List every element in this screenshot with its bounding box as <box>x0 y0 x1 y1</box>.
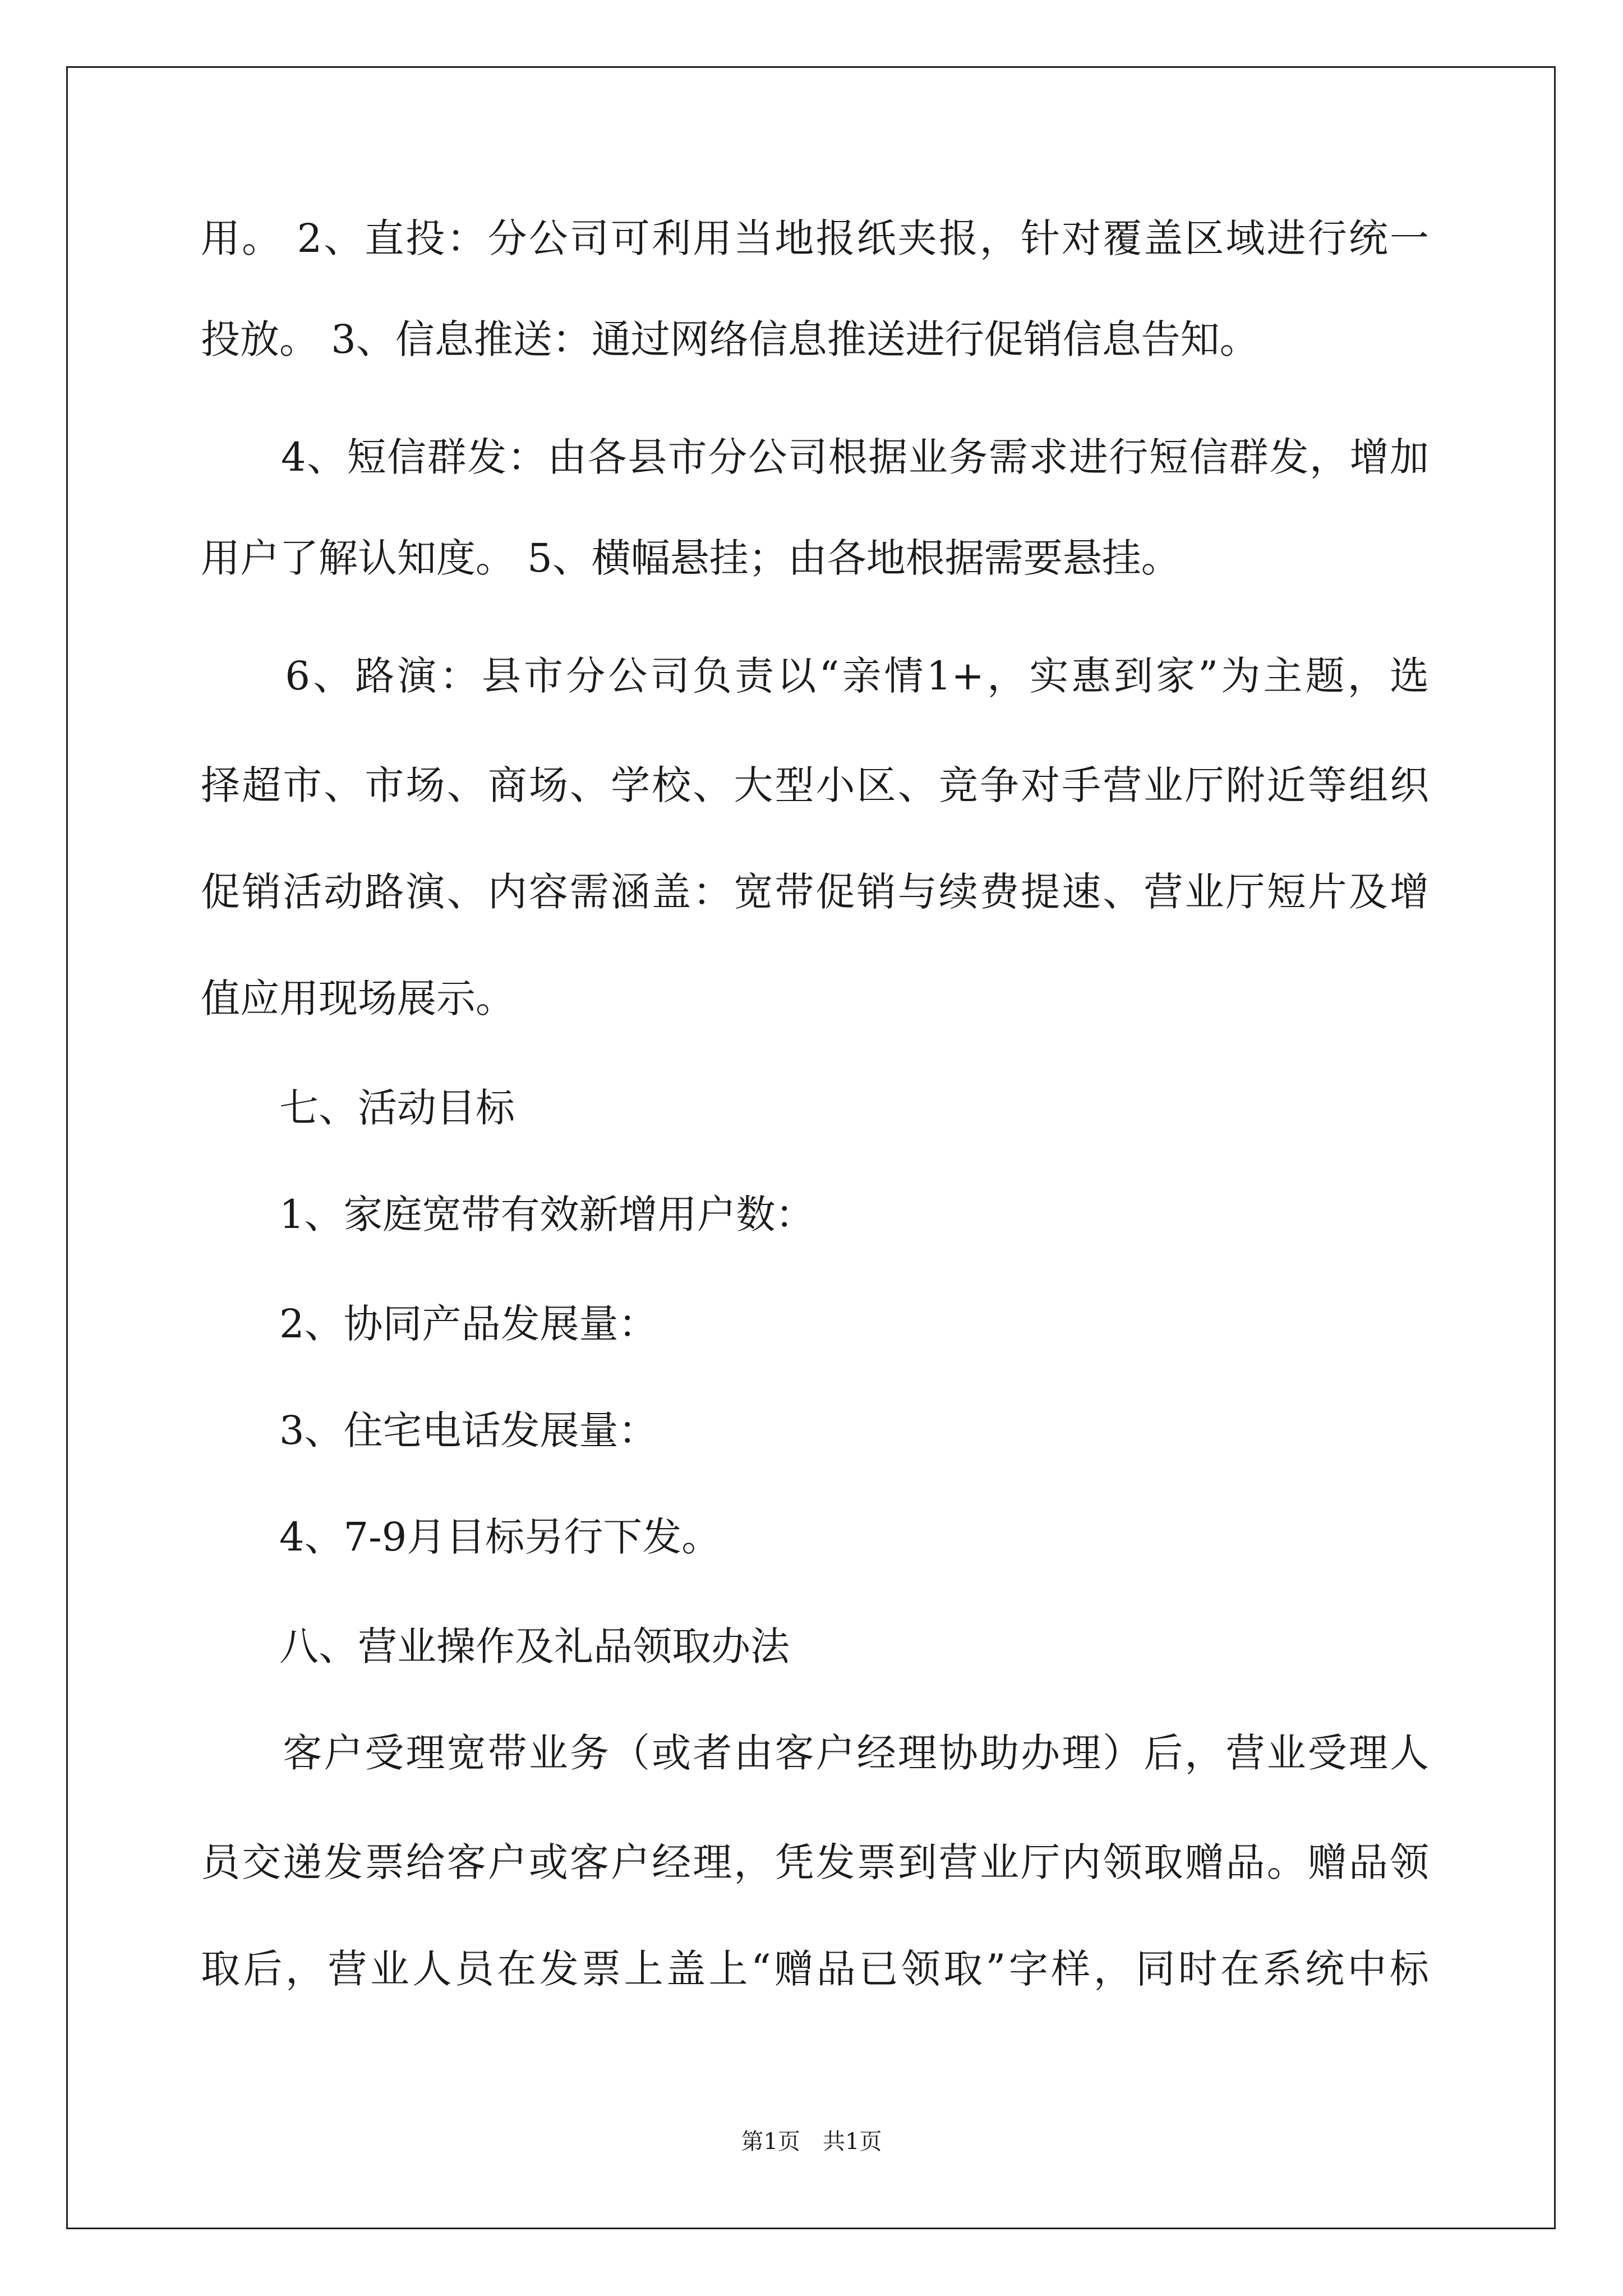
text-line: 用。 2、直投：分公司可利用当地报纸夹报，针对覆盖区域进行统一 <box>201 215 1429 261</box>
text-line: 3、住宅电话发展量： <box>201 1407 658 1453</box>
text-line: 取后，营业人员在发票上盖上“赠品已领取”字样，同时在系统中标 <box>201 1946 1429 1992</box>
text-line: 4、短信群发：由各县市分公司根据业务需求进行短信群发，增加 <box>201 434 1429 480</box>
text-line: 投放。 3、信息推送：通过网络信息推送进行促销信息告知。 <box>201 316 1259 362</box>
text-line: 客户受理宽带业务（或者由客户经理协助办理）后，营业受理人 <box>201 1730 1429 1776</box>
text-line: 1、家庭宽带有效新增用户数： <box>201 1191 815 1237</box>
page-footer: 第1页 共1页 <box>741 2129 882 2155</box>
page-border <box>66 66 1556 2229</box>
text-line: 值应用现场展示。 <box>201 976 515 1022</box>
text-line: 2、协同产品发展量： <box>201 1301 658 1347</box>
text-line: 择超市、市场、商场、学校、大型小区、竞争对手营业厅附近等组织 <box>201 762 1429 808</box>
text-line: 4、7-9月目标另行下发。 <box>201 1514 721 1560</box>
text-line: 员交递发票给客户或客户经理，凭发票到营业厅内领取赠品。赠品领 <box>201 1839 1429 1885</box>
text-line: 促销活动路演、内容需涵盖：宽带促销与续费提速、营业厅短片及增 <box>201 869 1429 915</box>
text-line: 6、路演：县市分公司负责以“亲情1+，实惠到家”为主题，选 <box>201 653 1429 699</box>
section-heading: 七、活动目标 <box>201 1085 515 1131</box>
section-heading: 八、营业操作及礼品领取办法 <box>201 1623 790 1669</box>
text-line: 用户了解认知度。 5、横幅悬挂；由各地根据需要悬挂。 <box>201 535 1181 581</box>
